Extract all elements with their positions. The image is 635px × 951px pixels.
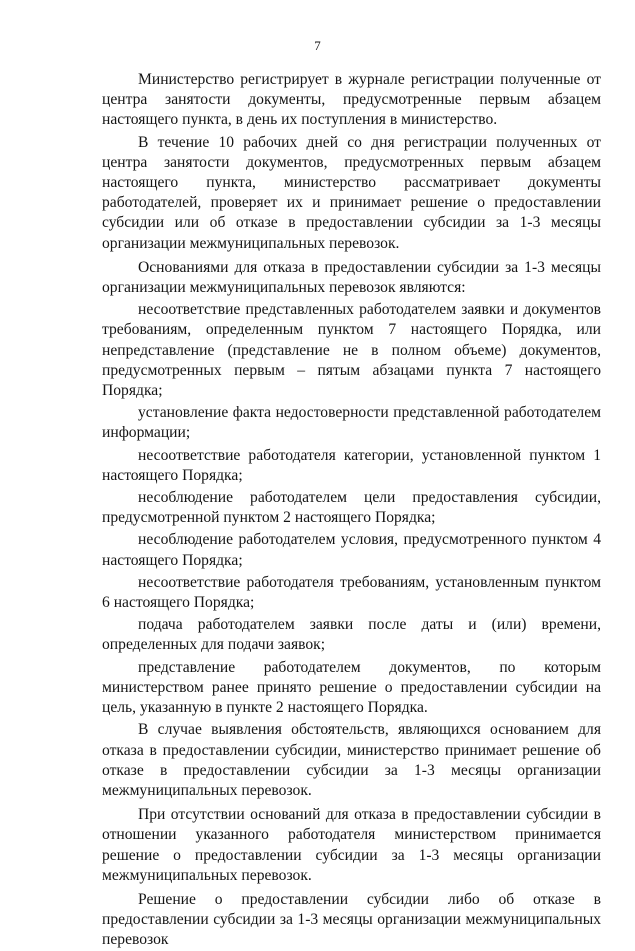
paragraph-registration: Министерство регистрирует в журнале регистрации полученные от центра занятости документы, предусмотренные первым абзацем настоящего пункта, в день их поступления в министерство.: [102, 71, 601, 129]
list-item-requirements-mismatch: несоответствие работодателя требованиям, установленным пунктом 6 настоящего Порядка;: [102, 573, 601, 612]
document-body: [102, 70, 601, 951]
paragraph-review-period: В течение 10 рабочих дней со дня регистрации полученных от центра занятости документов, предусмотренных первым абзацем настоящего пункта, министерство рассматривает документы работодателей, проверяет их и принимает решение о предоставлении субсидии или об отказе в предоставлении субсидии за 1-3 месяцы организации межмуниципальных перевозок.: [102, 133, 601, 252]
list-item-late-application: подача работодателем заявки после даты и (или) времени, определенных для подачи заявок;: [102, 616, 601, 654]
list-item-purpose-violation: несоблюдение работодателем цели предоставления субсидии, предусмотренной пунктом 2 настоящего Порядка;: [102, 489, 601, 527]
page-number: 7: [314, 38, 321, 53]
paragraph-refusal-decision: В случае выявления обстоятельств, являющихся основанием для отказа в предоставлении субсидии, министерство принимает решение об отказе в предоставлении субсидии за 1-3 месяцы организации межмуниципальных перевозок.: [102, 721, 601, 799]
list-item-false-information: установление факта недостоверности представленной работодателем информации;: [102, 404, 601, 442]
paragraph-refusal-grounds-intro: Основаниями для отказа в предоставлении субсидии за 1-3 месяцы организации межмуниципальных перевозок являются:: [102, 258, 601, 297]
list-item-duplicate-documents: представление работодателем документов, по которым министерством ранее принято решение о предоставлении субсидии на цель, указанную в пункте 2 настоящего Порядка.: [102, 658, 601, 717]
list-item-documents-mismatch: несоответствие представленных работодателем заявки и документов требованиям, определенным пунктом 7 настоящего Порядка, или непредставление (представление не в полном объеме) документов, предусмотренных первым – пятым абзацами пункта 7 настоящего Порядка;: [102, 301, 601, 400]
paragraph-decision-form: Решение о предоставлении субсидии либо об отказе в предоставлении субсидии за 1-3 месяцы организации межмуниципальных перевозок: [102, 890, 601, 949]
list-item-condition-violation: несоблюдение работодателем условия, предусмотренного пунктом 4 настоящего Порядка;: [102, 531, 601, 569]
list-item-category-mismatch: несоответствие работодателя категории, установленной пунктом 1 настоящего Порядка;: [102, 446, 601, 484]
paragraph-approval-decision: При отсутствии оснований для отказа в предоставлении субсидии в отношении указанного работодателя министерством принимается решение о предоставлении субсидии за 1-3 месяцы организации межмуниципальных перевозок.: [102, 806, 601, 884]
